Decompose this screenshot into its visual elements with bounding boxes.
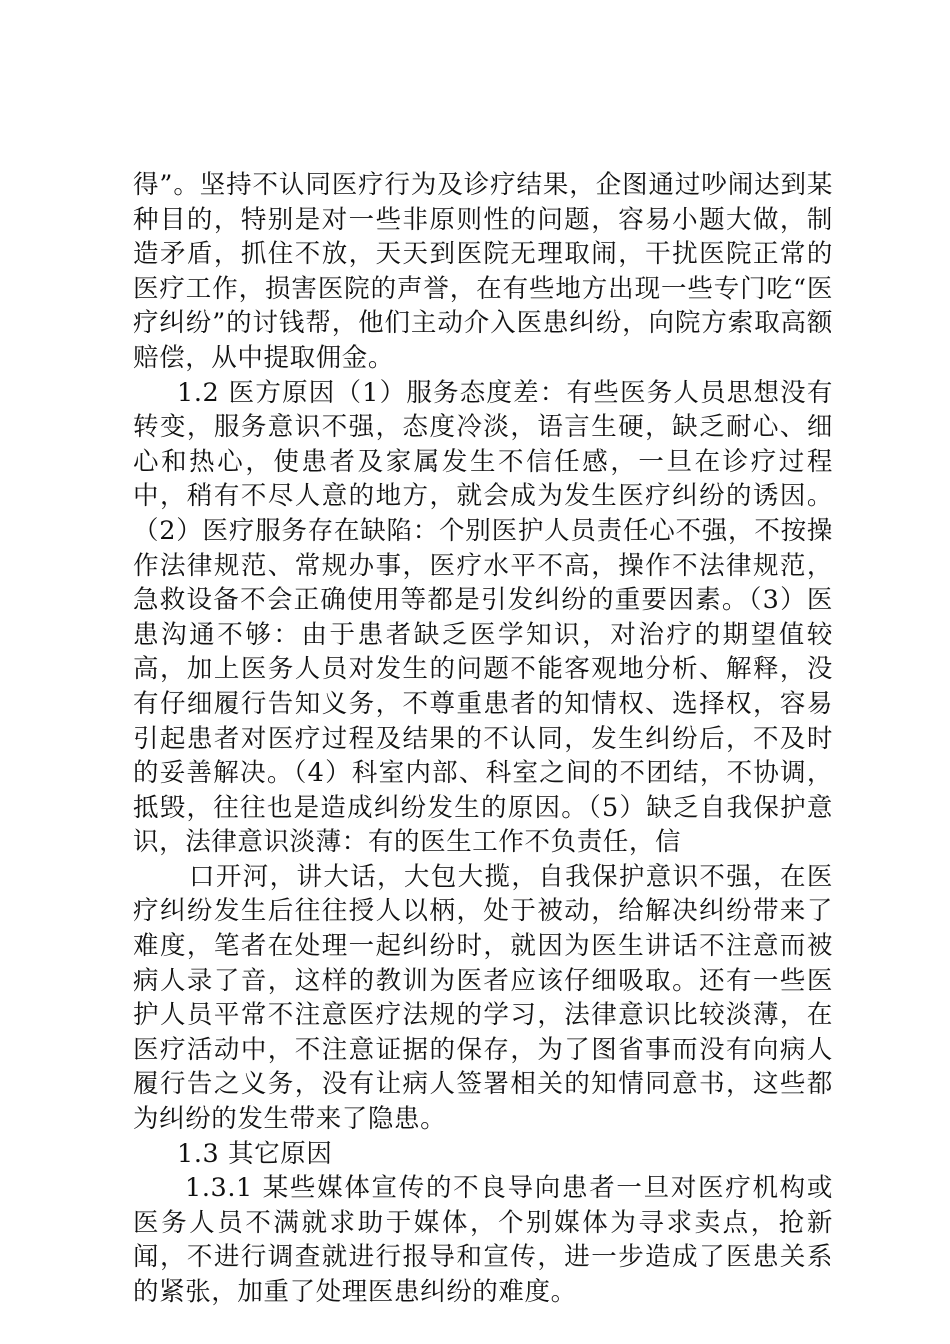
paragraph-self-protection: 口开河，讲大话，大包大揽，自我保护意识不强，在医疗纠纷发生后往往授人以柄，处于被动，给解决纠纷带来了难度，笔者在处理一起纠纷时，就因为医生讲话不注意而被病人录了音，这样的教训为医者应该仔细吸取。还有一些医护人员平常不注意医疗法规的学习，法律意识比较淡薄，在医疗活动中，不注意证据的保存，为了图省事而没有向病人履行告之义务，没有让病人签署相关的知情同意书，这些都为纠纷的发生带来了隐患。 (133, 861, 833, 1135)
paragraph-media: 1.3.1 某些媒体宣传的不良导向患者一旦对医疗机构或医务人员不满就求助于媒体，个别媒体为寻求卖点，抢新闻，不进行调查就进行报导和宣传，进一步造成了医患关系的紧张，加重了处理医患纠纷的难度。 (133, 1173, 833, 1307)
paragraph-continuation: 得”。坚持不认同医疗行为及诊疗结果，企图通过吵闹达到某种目的，特别是对一些非原则性的问题，容易小题大做，制造矛盾，抓住不放，天天到医院无理取闹，干扰医院正常的医疗工作，损害医院的声誉，在有些地方出现一些专门吃“医疗纠纷”的讨钱帮，他们主动介入医患纠纷，向院方索取高额赔偿，从中提取佣金。 (133, 170, 833, 373)
paragraph-medical-causes: 1.2 医方原因（1）服务态度差：有些医务人员思想没有转变，服务意识不强，态度冷淡，语言生硬，缺乏耐心、细心和热心，使患者及家属发生不信任感，一旦在诊疗过程中，稍有不尽人意的地方，就会成为发生医疗纠纷的诱因。（2）医疗服务存在缺陷：个别医护人员责任心不强，不按操作法律规范、常规办事，医疗水平不高，操作不法律规范，急救设备不会正确使用等都是引发纠纷的重要因素。（3）医患沟通不够：由于患者缺乏医学知识，对治疗的期望值较高，加上医务人员对发生的问题不能客观地分析、解释，没有仔细履行告知义务，不尊重患者的知情权、选择权，容易引起患者对医疗过程及结果的不认同，发生纠纷后，不及时的妥善解决。（4）科室内部、科室之间的不团结，不协调，抵毁，往往也是造成纠纷发生的原因。（5）缺乏自我保护意识，法律意识淡薄：有的医生工作不负责任，信 (133, 377, 833, 858)
section-heading-other-causes: 1.3 其它原因 (177, 1138, 333, 1169)
document-body (133, 168, 833, 1310)
